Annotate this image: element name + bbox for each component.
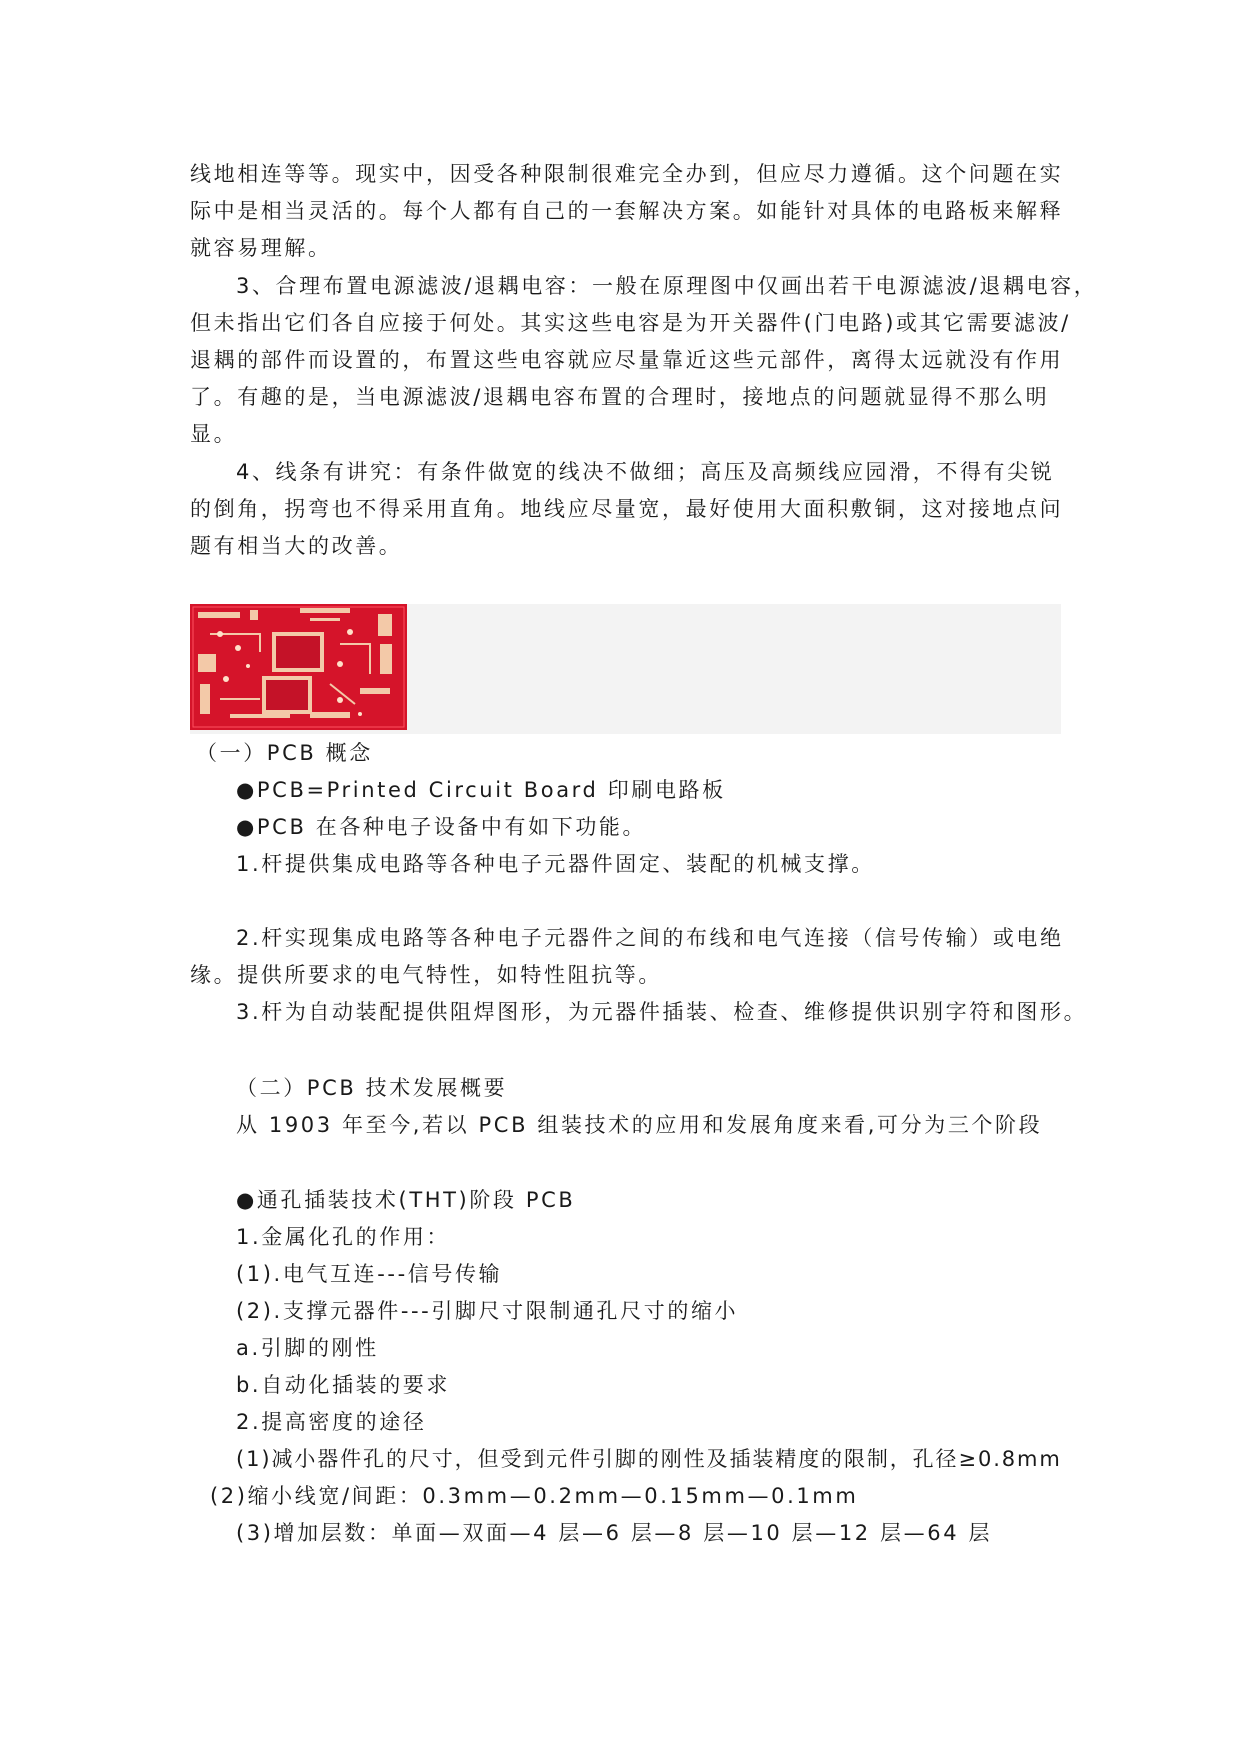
- paragraph-line: 退耦的部件而设置的，布置这些电容就应尽量靠近这些元部件，离得太远就没有作用: [190, 348, 1064, 372]
- list-item: ●通孔插装技术(THT)阶段 PCB: [236, 1188, 576, 1212]
- list-item: 1.金属化孔的作用：: [236, 1225, 451, 1249]
- list-item: 2.提高密度的途径: [236, 1410, 427, 1434]
- list-item: (2).支撑元器件---引脚尺寸限制通孔尺寸的缩小: [236, 1299, 739, 1323]
- paragraph-line: 3、合理布置电源滤波/退耦电容：一般在原理图中仅画出若干电源滤波/退耦电容，: [236, 274, 1098, 298]
- paragraph-line: 了。有趣的是，当电源滤波/退耦电容布置的合理时，接地点的问题就显得不那么明: [190, 385, 1050, 409]
- paragraph-line: 题有相当大的改善。: [190, 534, 403, 558]
- paragraph-line: 从 1903 年至今,若以 PCB 组装技术的应用和发展角度来看,可分为三个阶段: [236, 1113, 1043, 1137]
- paragraph-line: 的倒角，拐弯也不得采用直角。地线应尽量宽，最好使用大面积敷铜，这对接地点问: [190, 497, 1064, 521]
- list-item: ●PCB=Printed Circuit Board 印刷电路板: [236, 778, 726, 802]
- paragraph-line: 就容易理解。: [190, 236, 332, 260]
- paragraph-line: 但未指出它们各自应接于何处。其实这些电容是为开关器件(门电路)或其它需要滤波/: [190, 311, 1071, 335]
- list-item: a.引脚的刚性: [236, 1336, 379, 1360]
- list-item: (1)减小器件孔的尺寸，但受到元件引脚的刚性及插装精度的限制，孔径≥0.8mm: [236, 1447, 1062, 1471]
- list-item: (2)缩小线宽/间距：0.3mm—0.2mm—0.15mm—0.1mm: [210, 1484, 859, 1508]
- list-item: 1.杆提供集成电路等各种电子元器件固定、装配的机械支撑。: [236, 852, 875, 876]
- paragraph-line: 线地相连等等。现实中，因受各种限制很难完全办到，但应尽力遵循。这个问题在实: [190, 162, 1064, 186]
- list-item: (3)增加层数：单面—双面—4 层—6 层—8 层—10 层—12 层—64 层: [236, 1521, 993, 1545]
- section-heading: （一）PCB 概念: [196, 741, 373, 765]
- list-item: 2.杆实现集成电路等各种电子元器件之间的布线和电气连接（信号传输）或电绝: [236, 926, 1064, 950]
- section-heading: （二）PCB 技术发展概要: [236, 1076, 508, 1100]
- pcb-board-photo-icon: [190, 604, 407, 730]
- list-item: b.自动化插装的要求: [236, 1373, 451, 1397]
- list-item: 3.杆为自动装配提供阻焊图形，为元器件插装、检查、维修提供识别字符和图形。: [236, 1000, 1088, 1024]
- list-item: (1).电气互连---信号传输: [236, 1262, 503, 1286]
- paragraph-line: 际中是相当灵活的。每个人都有自己的一套解决方案。如能针对具体的电路板来解释: [190, 199, 1064, 223]
- list-item: 缘。提供所要求的电气特性，如特性阻抗等。: [190, 963, 662, 987]
- list-item: ●PCB 在各种电子设备中有如下功能。: [236, 815, 647, 839]
- paragraph-line: 显。: [190, 422, 238, 446]
- paragraph-line: 4、线条有讲究：有条件做宽的线决不做细；高压及高频线应园滑，不得有尖锐: [236, 460, 1055, 484]
